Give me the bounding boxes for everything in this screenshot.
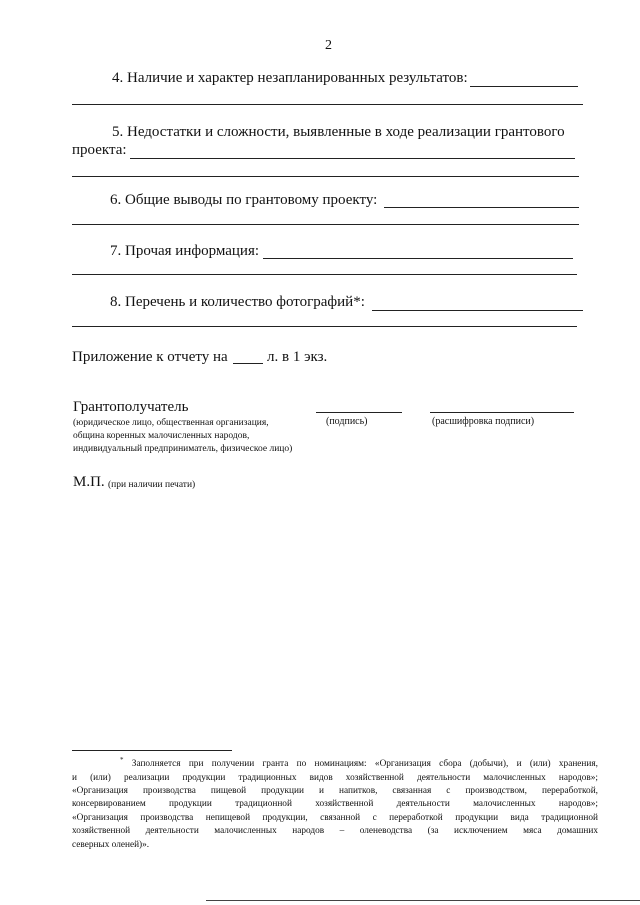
grantee-desc-line3: индивидуальный предприниматель, физическое лицо) [73, 444, 293, 454]
signature-line[interactable] [316, 412, 402, 413]
section-7-label: 7. Прочая информация: [110, 243, 260, 259]
page-number: 2 [325, 38, 332, 53]
appendix-pages-blank[interactable] [233, 363, 263, 364]
signature-decode-line[interactable] [430, 412, 574, 413]
signature-caption: (подпись) [326, 416, 368, 427]
section-4-label: 4. Наличие и характер незапланированных результатов: [112, 70, 468, 86]
stamp-note: (при наличии печати) [108, 480, 196, 490]
footnote-separator [72, 750, 232, 751]
section-7-answer-line[interactable] [72, 274, 577, 275]
section-5-fill-line[interactable] [130, 158, 575, 159]
section-7-fill-line[interactable] [263, 258, 573, 259]
stamp-label: М.П. [73, 474, 105, 490]
section-8-fill-line[interactable] [372, 310, 583, 311]
section-5-label-cont: проекта: [72, 142, 127, 158]
grantee-title: Грантополучатель [73, 399, 189, 415]
footnote-line-6: хозяйственной деятельности малочисленных народов – оленеводства (за исключением мяса домашних [72, 826, 598, 837]
appendix-suffix: л. в 1 экз. [267, 349, 328, 365]
footnote-line-2: и (или) реализации продукции традиционных видов хозяйственной деятельности малочисленных народов»; [72, 772, 598, 783]
section-8-label: 8. Перечень и количество фотографий*: [110, 294, 365, 310]
footnote-line-4: консервированием продукции традиционной хозяйственной деятельности малочисленных народов»; [72, 799, 598, 810]
footnote-line-5: «Организация производства непищевой продукции, связанной с переработкой продукции вида традиционной [72, 812, 598, 823]
section-5-answer-line[interactable] [72, 176, 579, 177]
footnote [72, 754, 598, 852]
section-4-answer-line[interactable] [72, 104, 583, 105]
page-bottom-edge [206, 900, 640, 901]
grantee-desc-line2: община коренных малочисленных народов, [73, 431, 250, 441]
section-4-fill-line[interactable] [470, 86, 578, 87]
footnote-line-1: * Заполняется при получении гранта по номинациям: «Организация сбора (добычи), и (или) хранения, [120, 756, 598, 770]
section-6-answer-line[interactable] [72, 224, 579, 225]
section-6-label: 6. Общие выводы по грантовому проекту: [110, 192, 378, 208]
appendix-prefix: Приложение к отчету на [72, 349, 228, 365]
footnote-line-3: «Организация производства пищевой продукции и напитков, связанная с производством, переработкой, [72, 785, 598, 796]
section-8-answer-line[interactable] [72, 326, 577, 327]
footnote-marker: * [120, 756, 124, 764]
section-6-fill-line[interactable] [384, 207, 579, 208]
grantee-desc-line1: (юридическое лицо, общественная организация, [73, 418, 269, 428]
section-5-label: 5. Недостатки и сложности, выявленные в ходе реализации грантового [112, 124, 565, 140]
footnote-line-7: северных оленей)». [72, 839, 150, 850]
signature-decode-caption: (расшифровка подписи) [432, 416, 535, 427]
